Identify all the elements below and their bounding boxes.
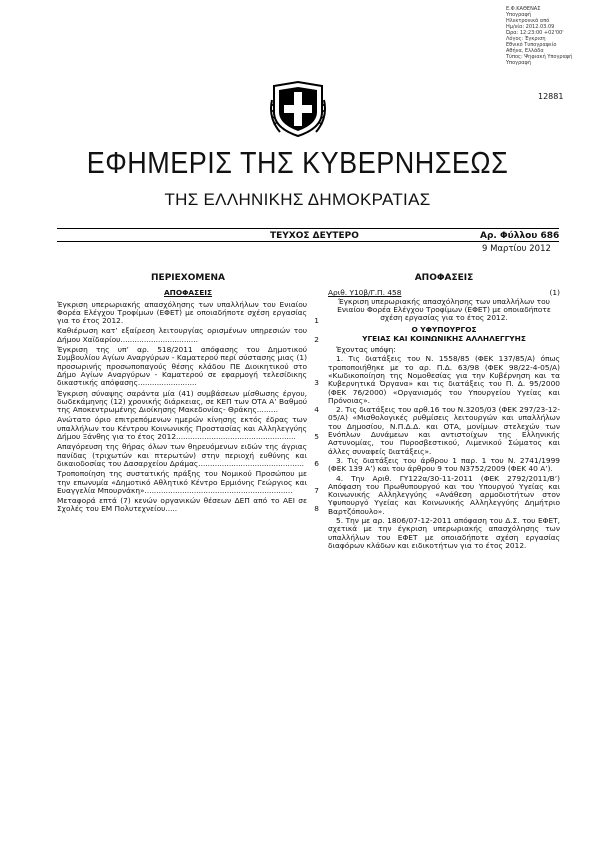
page-number: 12881 <box>538 92 564 101</box>
stamp-line: Τύπος: Ψηφιακή Υπογραφή <box>506 54 573 60</box>
stamp-line: Ημ/νία: 2012.03.09 <box>506 24 555 30</box>
considering-paragraph: 3. Τις διατάξεις του άρθρου 1 παρ. 1 του Ν. 2741/1999 (ΦΕΚ 139 Α’) και του άρθρου 9 του Ν3752/2009 (ΦΕΚ 40 Α’). <box>328 455 560 474</box>
signatory-title: Ο ΥΦΥΠΟΥΡΓΟΣ <box>411 325 477 335</box>
toc-title: ΠΕΡΙΕΧΟΜΕΝΑ <box>151 273 225 283</box>
stamp-line: Ηλεκτρονικά από <box>506 18 550 24</box>
toc-item-page: 5 <box>314 432 319 442</box>
toc-item[interactable] <box>57 416 319 441</box>
ministry-name: ΥΓΕΙΑΣ ΚΑΙ ΚΟΙΝΩΝΙΚΗΣ ΑΛΛΗΛΕΓΓΥΗΣ <box>362 333 526 343</box>
considering-paragraph: 5. Την με αρ. 1806/07-12-2011 απόφαση του Δ.Σ. του ΕΦΕΤ, σχετικά με την έγκριση υπερωριακής απασχόλησης των υπαλλήλων του ΕΦΕΤ με οποιαδήποτε σχέση εργασίας διαφόρων κλάδων και ειδικοτήτων για το έτος 2012. <box>328 516 560 550</box>
issue-series: ΤΕΥΧΟΣ ΔΕΥΤΕΡΟ <box>270 231 359 241</box>
toc-item-page: 4 <box>314 405 319 415</box>
toc-section-title: ΑΠΟΦΑΣΕΙΣ <box>163 288 213 298</box>
decision-reference: Αριθ. Υ10β/Γ.Π. 458 <box>328 288 402 298</box>
toc-item-page: 2 <box>314 334 319 344</box>
toc-item-text: Καθιέρωση κατ’ εξαίρεση λειτουργίας ορισμένων υπηρεσιών του Δήμου Χαϊδαρίου................................. <box>57 326 307 344</box>
digital-signature-stamp <box>506 6 590 66</box>
sheet-number: Αρ. Φύλλου 686 <box>480 231 560 241</box>
toc-item[interactable] <box>57 327 319 344</box>
toc-item[interactable] <box>57 497 319 514</box>
toc-item-text: Έγκριση υπερωριακής απασχόλησης των υπαλλήλων του Ενιαίου Φορέα Ελέγχου Τροφίμων (ΕΦΕΤ) με οποιαδήποτε σχέση εργασίας για το έτος 2012. <box>57 299 307 326</box>
toc-item-text: Απαγόρευση της θήρας όλων των θηρευόμενων ειδών της άγριας πανίδας (τριχωτών και πτερωτών) στην περιοχή ευθύνης και δικαιοδοσίας του Δασαρχείου Δράμας............................................. <box>57 442 307 468</box>
stamp-line: Ε.Φ.ΚΑΘΕΝΑΣ <box>506 6 541 12</box>
toc-item[interactable] <box>57 470 319 495</box>
considering-paragraph: 1. Τις διατάξεις του Ν. 1558/85 (ΦΕΚ 137/85/Α) όπως τροποποιήθηκε με το αρ. Π.Δ. 63/98 (ΦΕΚ 98/22-4-05/Α) «Κωδικοποίηση της Νομοθεσίας για την Κυβέρνηση και τα Κυβερνητικά Όργανα» και τις διατάξεις του Π. Δ. 95/2000 (ΦΕΚ 76/2000) «Οργανισμός του Υπουργείου Υγείας και Πρόνοιας». <box>328 354 560 405</box>
toc-item[interactable] <box>57 301 319 326</box>
toc-item-text: Έγκριση της υπ’ αρ. 518/2011 απόφασης του Δημοτικού Συμβουλίου Αγίων Αναργύρων - Καματερού περί σύστασης μιας (1) προσωρινής προσωποπαγούς θέσης κλάδου ΠΕ Διοικητικού στο Δήμο Αγίων Αναργύρων - Καματερού σε εφαρμογή τελεσίδικης δικαστικής απόφασης......................... <box>57 345 307 388</box>
issue-date: 9 Μαρτίου 2012 <box>482 244 551 254</box>
considering-paragraph: 2. Τις διατάξεις του αρθ.16 του Ν.3205/03 (ΦΕΚ 297/23-12-05/Α) «Μισθολογικές ρυθμίσεις λειτουργών και υπαλλήλων του Δημοσίου, Ν.Π.Δ.Δ. και ΟΤΑ, μονίμων στελεχών των Ενόπλων Δυνάμεων και αντιστοίχων της Ελληνικής Αστυνομίας, του Πυροσβεστικού, Λιμενικού Σώματος και άλλες συναφείς διατάξεις». <box>328 405 560 456</box>
hellenic-republic-emblem-icon <box>270 80 326 138</box>
gazette-title: ΕΦΗΜΕΡΙΣ ΤΗΣ ΚΥΒΕΡΝΗΣΕΩΣ <box>86 146 509 180</box>
toc-item-text: Μεταφορά επτά (7) κενών οργανικών θέσεων ΔΕΠ από το ΑΕΙ σε Σχολές του ΕΜ Πολυτεχνείου..... <box>57 496 307 514</box>
toc-item-text: Ανώτατο όριο επιτρεπόμενων ημερών κίνησης εκτός έδρας των υπαλλήλων του Κέντρου Κοινωνικής Προστασίας και Αλληλεγγύης Δήμου Ξάνθης για το έτος 2012................................................... <box>57 415 307 442</box>
toc-item[interactable] <box>57 443 319 468</box>
header-rule-bottom <box>57 241 559 242</box>
decisions-title: ΑΠΟΦΑΣΕΙΣ <box>414 273 474 283</box>
considering-paragraph: 4. Την Αριθ. ΓΥ122α/30-11-2011 (ΦΕΚ 2792/2011/Β’) Απόφαση του Πρωθυπουργού και του Υπουργού Υγείας και Κοινωνικής Αλληλεγγύης «Ανάθεση αρμοδιοτήτων στον Υφυπουργό Υγείας και Κοινωνικής Αλληλεγγύης Δημήτριο Βαρτζόπουλο». <box>328 473 560 516</box>
toc-item-page: 1 <box>314 316 319 326</box>
stamp-line: Ώρα: 12:23:00 +02'00' <box>506 30 564 36</box>
gazette-subtitle: ΤΗΣ ΕΛΛΗΝΙΚΗΣ ΔΗΜΟΚΡΑΤΙΑΣ <box>164 190 431 209</box>
header-rule-top <box>57 228 559 229</box>
stamp-line: Λόγος: Έγκριση <box>506 36 546 42</box>
toc-item-text: Έγκριση σύναψης σαράντα μία (41) συμβάσεων μίσθωσης έργου, δωδεκάμηνης (12) χρονικής διάρκειας, σε ΚΕΠ των ΟΤΑ Α’ Βαθμού της Αποκεντρωμένης Διοίκησης Μακεδονίας- Θράκης......... <box>57 388 307 415</box>
toc-item[interactable] <box>57 346 319 387</box>
stamp-line: Αθήνα, Ελλάδα <box>506 48 544 54</box>
toc-item-page: 8 <box>314 504 319 514</box>
toc-item-page: 7 <box>314 485 319 495</box>
table-of-contents <box>57 274 319 516</box>
decision-subject: Έγκριση υπερωριακής απασχόλησης των υπαλλήλων του Ενιαίου Φορέα Ελέγχου Τροφίμων (ΕΦΕΤ) με οποιαδήποτε σχέση εργασίας για το έτος 2012. <box>337 296 551 323</box>
toc-item[interactable] <box>57 390 319 415</box>
considering-intro: Έχοντας υπόψη: <box>336 345 396 355</box>
toc-item-page: 6 <box>314 458 319 468</box>
decision-number: (1) <box>549 288 560 298</box>
stamp-line: Υπογραφή <box>506 12 532 18</box>
stamp-line: Υπογραφή <box>506 60 532 66</box>
decisions-column <box>328 274 560 551</box>
toc-item-page: 3 <box>314 378 319 388</box>
stamp-line: Εθνικό Τυπογραφείο <box>506 42 557 48</box>
toc-item-text: Τροποποίηση της συστατικής πράξης του Νομικού Προσώπου με την επωνυμία «Δημοτικό Αθλητικό Κέντρο Ερμιόνης Γεώργιος και Ευαγγελία Μπουρνάκη»............................................................... <box>57 469 307 495</box>
